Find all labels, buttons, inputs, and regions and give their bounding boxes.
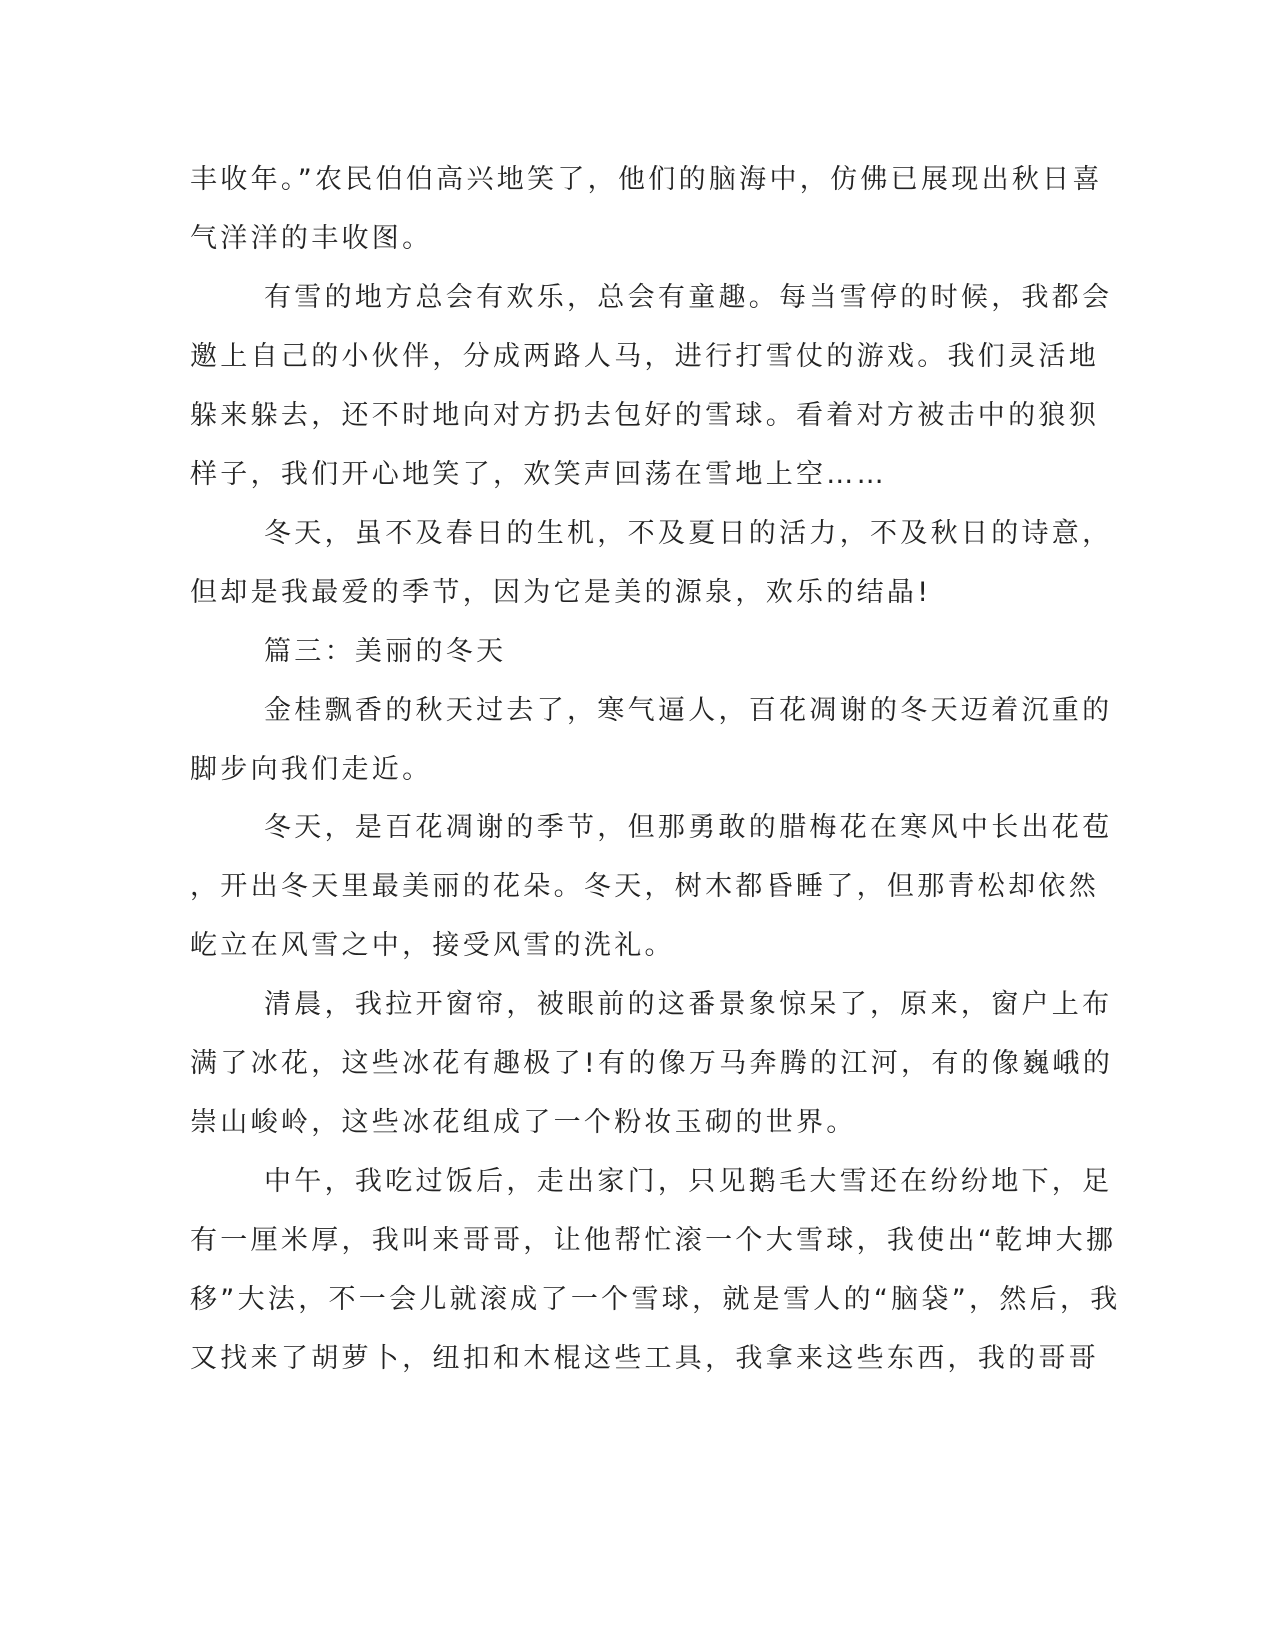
text-line: 躲来躲去，还不时地向对方扔去包好的雪球。看着对方被击中的狼狈: [190, 400, 1099, 431]
text-line: 冬天，虽不及春日的生机，不及夏日的活力，不及秋日的诗意，: [264, 518, 1113, 549]
text-line: 气洋洋的丰收图。: [190, 223, 433, 254]
text-line: 丰收年。”农民伯伯高兴地笑了，他们的脑海中，仿佛已展现出秋日喜: [190, 164, 1103, 195]
text-line: 屹立在风雪之中，接受风雪的洗礼。: [190, 930, 675, 961]
text-line: 金桂飘香的秋天过去了，寒气逼人，百花凋谢的冬天迈着沉重的: [264, 695, 1113, 726]
text-line: 清晨，我拉开窗帘，被眼前的这番景象惊呆了，原来，窗户上布: [264, 989, 1113, 1020]
text-line: 又找来了胡萝卜，纽扣和木棍这些工具，我拿来这些东西，我的哥哥: [190, 1343, 1099, 1374]
text-line: 中午，我吃过饭后，走出家门，只见鹅毛大雪还在纷纷地下，足: [264, 1166, 1113, 1197]
text-line: 但却是我最爱的季节，因为它是美的源泉，欢乐的结晶!: [190, 577, 932, 608]
text-line: 满了冰花，这些冰花有趣极了!有的像万马奔腾的江河，有的像巍峨的: [190, 1048, 1114, 1079]
text-line: 样子，我们开心地笑了，欢笑声回荡在雪地上空……: [190, 459, 887, 490]
text-line: 崇山峻岭，这些冰花组成了一个粉妆玉砌的世界。: [190, 1107, 857, 1138]
section-heading: 篇三：美丽的冬天: [264, 636, 507, 667]
text-line: ，开出冬天里最美丽的花朵。冬天，树木都昏睡了，但那青松却依然: [190, 871, 1099, 902]
text-line: 邀上自己的小伙伴，分成两路人马，进行打雪仗的游戏。我们灵活地: [190, 341, 1099, 372]
text-line: 冬天，是百花凋谢的季节，但那勇敢的腊梅花在寒风中长出花苞: [264, 812, 1113, 843]
text-line: 脚步向我们走近。: [190, 754, 433, 785]
text-line: 有一厘米厚，我叫来哥哥，让他帮忙滚一个大雪球，我使出“乾坤大挪: [190, 1225, 1117, 1256]
text-line: 移”大法，不一会儿就滚成了一个雪球，就是雪人的“脑袋”，然后，我: [190, 1284, 1121, 1315]
text-line: 有雪的地方总会有欢乐，总会有童趣。每当雪停的时候，我都会: [264, 282, 1113, 313]
